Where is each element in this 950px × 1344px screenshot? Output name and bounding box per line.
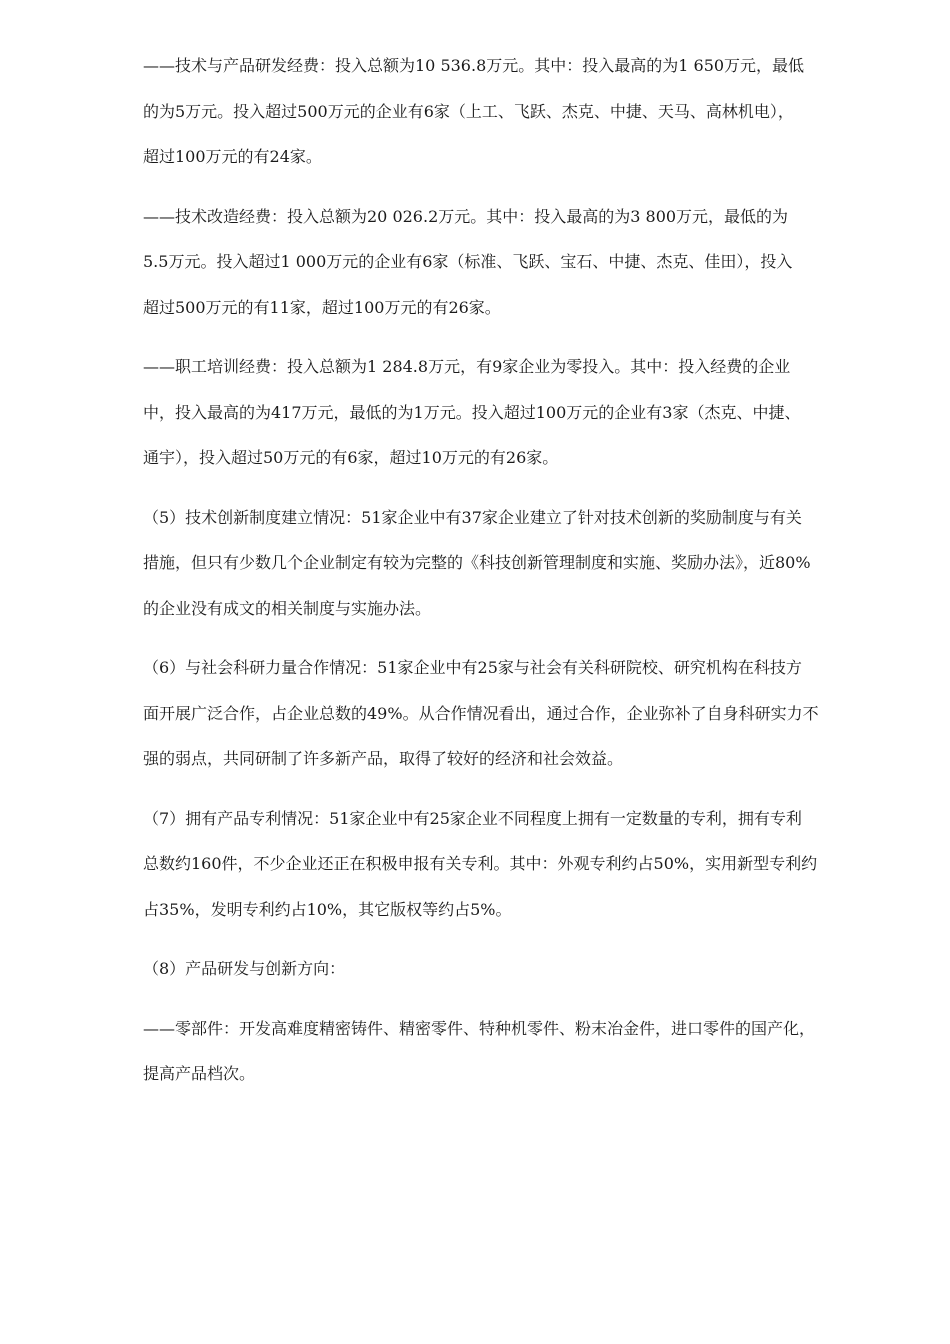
text-line: 中，投入最高的为417万元，最低的为1万元。投入超过100万元的企业有3家（杰克、中捷、 [143,402,801,422]
paragraph-patents [143,796,883,933]
text-line: 面开展广泛合作，占企业总数的49%。从合作情况看出，通过合作，企业弥补了自身科研实力不 [143,703,819,723]
text-line: 措施，但只有少数几个企业制定有较为完整的《科技创新管理制度和实施、奖励办法》，近80% [143,553,811,572]
text-line: （6）与社会科研力量合作情况：51家企业中有25家与社会有关科研院校、研究机构在科技方 [143,658,802,677]
paragraph-training-funding [143,344,883,481]
text-line: 提高产品档次。 [143,1064,256,1083]
text-line: 超过500万元的有11家，超过100万元的有26家。 [143,297,501,317]
text-line: （7）拥有产品专利情况：51家企业中有25家企业不同程度上拥有一定数量的专利，拥有专利 [143,808,802,828]
text-line: （8）产品研发与创新方向： [143,959,346,978]
text-line: 占35%，发明专利约占10%，其它版权等约占5%。 [143,899,512,919]
paragraph-rd-direction-heading [143,946,883,992]
text-line: 的企业没有成文的相关制度与实施办法。 [143,598,432,618]
paragraph-components [143,1006,883,1097]
text-line: 的为5万元。投入超过500万元的企业有6家（上工、飞跃、杰克、中捷、天马、高林机电）， [143,101,794,121]
paragraph-rd-funding [143,43,883,180]
text-line: 总数约160件，不少企业还正在积极申报有关专利。其中：外观专利约占50%，实用新型专利约 [143,854,818,873]
document-body [143,43,883,1111]
paragraph-innovation-system [143,495,883,632]
text-line: ——技术改造经费：投入总额为20 026.2万元。其中：投入最高的为3 800万元，最低的为 [143,206,789,226]
text-line: ——技术与产品研发经费：投入总额为10 536.8万元。其中：投入最高的为1 650万元，最低 [143,56,805,75]
text-line: 通宇），投入超过50万元的有6家，超过10万元的有26家。 [143,448,559,467]
text-line: 超过100万元的有24家。 [143,147,322,166]
paragraph-tech-renovation-funding [143,194,883,331]
text-line: ——职工培训经费：投入总额为1 284.8万元，有9家企业为零投入。其中：投入经费的企业 [143,357,791,376]
paragraph-research-cooperation [143,645,883,782]
text-line: （5）技术创新制度建立情况：51家企业中有37家企业建立了针对技术创新的奖励制度与有关 [143,507,802,527]
text-line: 强的弱点，共同研制了许多新产品，取得了较好的经济和社会效益。 [143,749,624,768]
text-line: ——零部件：开发高难度精密铸件、精密零件、特种机零件、粉末冶金件，进口零件的国产化， [143,1018,816,1038]
text-line: 5.5万元。投入超过1 000万元的企业有6家（标准、飞跃、宝石、中捷、杰克、佳田），投入 [143,252,793,271]
